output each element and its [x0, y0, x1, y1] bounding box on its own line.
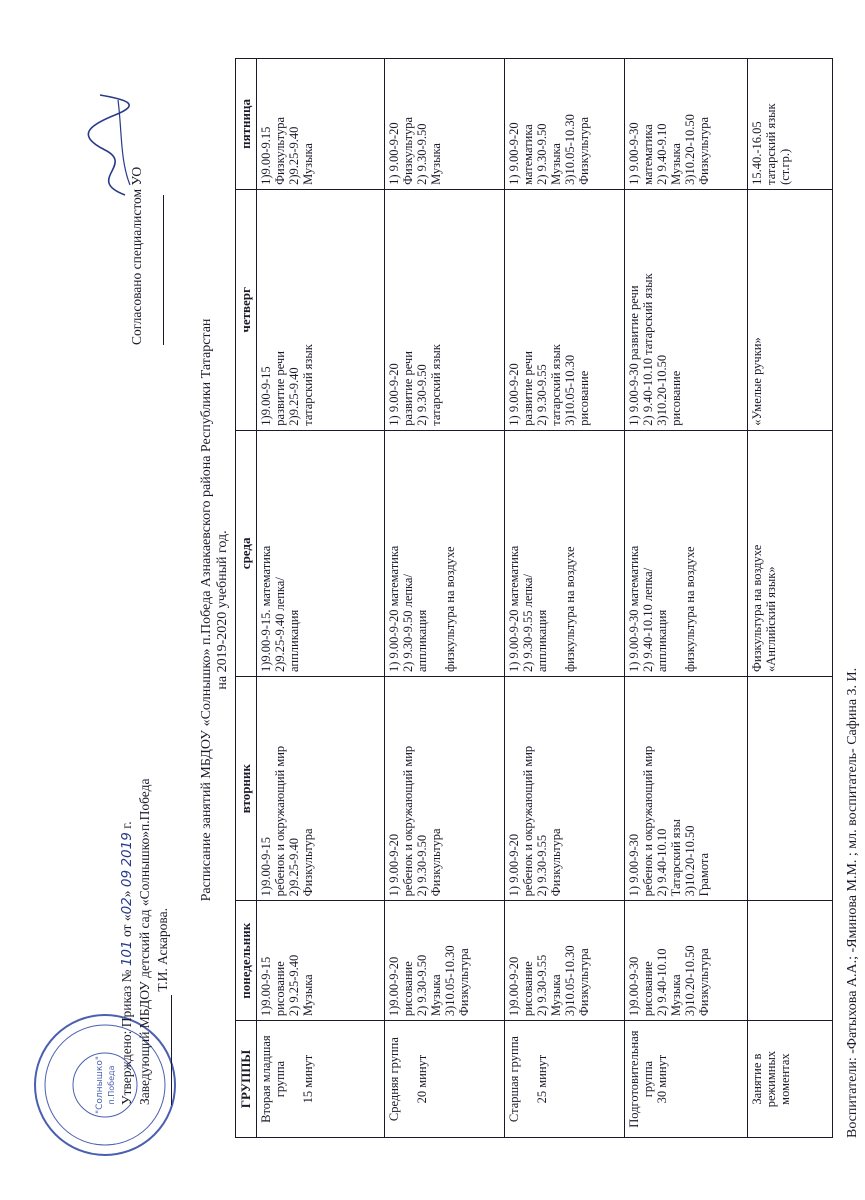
cell-line: рисование: [401, 961, 415, 1017]
cell-line: 2) 9.30-9.55: [535, 834, 549, 897]
cell-line: 2) 9.30-9.50 лепка/: [401, 574, 415, 672]
agreed-block: [128, 167, 164, 345]
cell-line: [669, 435, 683, 672]
cell-line: 3)10.05-10.30: [443, 945, 457, 1017]
cell-line: 1) 9.00-9-20: [387, 122, 401, 185]
cell-line: ребенок и окружающий мир: [641, 745, 655, 897]
cell-line: Занятие в: [750, 1053, 764, 1105]
order-year: 2019: [119, 832, 135, 867]
group-cell: [625, 1021, 748, 1138]
cell-line: [521, 1025, 535, 1133]
cell-line: 2) 9.30-9.55 лепка/: [521, 574, 535, 672]
cell-line: 2)9.25-9.40 лепка/: [273, 577, 287, 672]
cell-line: 2) 9.30-9.50: [415, 123, 429, 185]
approval-block: [118, 779, 172, 1105]
schedule-cell-fri: [505, 59, 625, 190]
cell-line: Музыка: [549, 143, 563, 185]
schedule-cell-thu: [625, 189, 748, 430]
cell-line: 2) 9.30-9.55: [535, 364, 549, 426]
cell-line: [401, 1025, 415, 1133]
group-cell: [748, 1021, 833, 1138]
cell-line: Подготовительная: [627, 1030, 641, 1128]
cell-line: 30 минут: [655, 1054, 669, 1104]
header-thursday: четверг: [236, 189, 257, 430]
cell-line: Физкультура: [577, 948, 591, 1017]
svg-text:"Солнышко": "Солнышко": [95, 1056, 105, 1114]
cell-line: 2) 9.30-9.50: [535, 123, 549, 185]
cell-line: Физкультура на воздухе: [750, 544, 764, 672]
approval-line-head: Заведующий МБДОУ детский сад «Солнышко»п.Победа: [137, 778, 152, 1105]
cell-line: 2) 9.40-10.10: [655, 948, 669, 1017]
cell-line: «Английский язык»: [764, 566, 778, 672]
svg-text:п.Победа: п.Победа: [107, 1065, 116, 1105]
table-row: [625, 59, 748, 1138]
table-header-row: [236, 59, 257, 1138]
cell-line: Музыка: [549, 974, 563, 1017]
title-line-1: Расписание занятий МБДОУ «Солнышко» п.Победа Азнакаевского района Республики Татарстан: [199, 318, 214, 902]
order-month: 09: [119, 869, 135, 888]
cell-line: 3)10.05-10.30: [563, 114, 577, 185]
cell-line: 2) 9.40-9.10: [655, 123, 669, 185]
cell-line: 3)10.20-10.50: [683, 825, 697, 897]
footer-teachers: Воспитатели: -Фатыхова А.А.; -Яминова М.М. ; мл. воспитатель- Сафина З. И.: [845, 667, 860, 1138]
cell-line: 1) 9.00-9-20: [507, 833, 521, 897]
cell-line: 2)9.25-9.40: [287, 126, 301, 185]
cell-line: 2) 9.25-9.40: [287, 954, 301, 1017]
schedule-cell-thu: [385, 189, 505, 430]
cell-line: аппликация: [655, 609, 669, 672]
cell-line: 25 минут: [535, 1054, 549, 1104]
schedule-cell-tue: [505, 677, 625, 901]
cell-line: татарский язык: [301, 344, 315, 426]
cell-line: 1) 9.00-9-20: [387, 363, 401, 426]
schedule-cell-tue: [625, 677, 748, 901]
cell-line: Музыка: [301, 974, 315, 1017]
cell-line: «Умелые ручки»: [750, 337, 764, 426]
cell-line: 15.40.-16.05: [750, 121, 764, 185]
cell-line: физкультура на воздухе: [563, 546, 577, 672]
cell-line: Физкультура: [697, 116, 711, 185]
cell-line: математика: [641, 124, 655, 185]
cell-line: 3)10.20-10.50: [683, 114, 697, 185]
cell-line: 2) 9.30-9.50: [415, 834, 429, 897]
table-row: [748, 59, 833, 1138]
cell-line: режимных: [764, 1050, 778, 1108]
cell-line: Музыка: [669, 974, 683, 1017]
cell-line: Физкультура: [549, 828, 563, 897]
cell-line: 1) 9.00-9-20: [387, 833, 401, 897]
approval-line-order: Утверждено: Приказ № 101 от «02» 09 2019 г.: [119, 821, 135, 1105]
schedule-cell-mon: [505, 901, 625, 1021]
cell-line: рисование: [669, 370, 683, 426]
cell-line: 1) 9.00-9-20: [507, 363, 521, 426]
cell-line: 15 минут: [301, 1054, 315, 1104]
cell-line: развитие речи: [521, 351, 535, 426]
cell-line: рисование: [273, 961, 287, 1017]
cell-line: Физкультура: [429, 828, 443, 897]
cell-line: Грамота: [697, 852, 711, 897]
cell-line: Физкультура: [401, 116, 415, 185]
cell-line: 2) 9.40-10.10 лепка/: [641, 567, 655, 672]
cell-line: группа: [641, 1060, 655, 1098]
schedule-cell-tue: [748, 677, 833, 901]
schedule-cell-fri: [385, 59, 505, 190]
cell-line: Музыка: [669, 143, 683, 185]
cell-line: 1)9.00-9-15: [259, 956, 273, 1017]
schedule-cell-mon: [385, 901, 505, 1021]
cell-line: 2)9.25-9.40: [287, 367, 301, 426]
header-monday: понедельник: [236, 901, 257, 1021]
agreed-label: Согласовано специалистом УО: [129, 166, 144, 345]
schedule-cell-fri: [257, 59, 385, 190]
header-friday: пятница: [236, 59, 257, 190]
cell-line: 1)9.00-9-15: [259, 366, 273, 426]
cell-line: 1)9.00-9.15: [259, 126, 273, 185]
schedule-cell-fri: [625, 59, 748, 190]
cell-line: моментах: [778, 1053, 792, 1105]
schedule-cell-wed: [748, 430, 833, 676]
cell-line: физкультура на воздухе: [683, 546, 697, 672]
group-cell: [505, 1021, 625, 1138]
table-row: [257, 59, 385, 1138]
cell-line: 20 минут: [415, 1054, 429, 1104]
cell-line: 1) 9.00-9-30: [627, 833, 641, 897]
cell-line: ребенок и окружающий мир: [521, 745, 535, 897]
schedule-cell-wed: [505, 430, 625, 676]
cell-line: 2) 9.40-10.10 татарский язык: [641, 273, 655, 426]
cell-line: 2) 9.40-10.10: [655, 828, 669, 897]
group-cell: [257, 1021, 385, 1138]
cell-line: 1) 9.00-9-30 развитие речи: [627, 285, 641, 426]
cell-line: ребенок и окружающий мир: [401, 745, 415, 897]
cell-line: ребенок и окружающий мир: [273, 745, 287, 897]
order-number: 101: [119, 940, 135, 967]
cell-line: 1) 9.00-9-30: [627, 122, 641, 185]
cell-line: 1) 9.00-9-20 математика: [507, 545, 521, 672]
cell-line: 1)9.00-9-30: [627, 956, 641, 1017]
cell-line: 3)10.05-10.30: [563, 945, 577, 1017]
schedule-table: [235, 58, 833, 1138]
cell-line: 1)9.00-9-20: [507, 956, 521, 1017]
group-cell: [385, 1021, 505, 1138]
cell-line: 1) 9.00-9-30 математика: [627, 545, 641, 672]
cell-line: развитие речи: [401, 351, 415, 426]
cell-line: Физкультура: [577, 116, 591, 185]
cell-line: Физкультура: [301, 828, 315, 897]
cell-line: 1) 9.00-9-20 математика: [387, 545, 401, 672]
cell-line: аппликация: [415, 609, 429, 672]
approval-line-name: Т.И. Аскарова.: [154, 779, 172, 1105]
header-wednesday: среда: [236, 430, 257, 676]
cell-line: Физкультура: [697, 948, 711, 1017]
cell-line: 2) 9.30-9.50: [415, 954, 429, 1017]
cell-line: татарский язык: [429, 344, 443, 426]
cell-line: Татарский язы: [669, 819, 683, 897]
cell-line: 3)10.05-10.30: [563, 354, 577, 426]
cell-line: [549, 435, 563, 672]
cell-line: (ст.гр.): [778, 148, 792, 185]
cell-line: татарский язык: [764, 103, 778, 185]
schedule-cell-wed: [625, 430, 748, 676]
cell-line: математика: [521, 124, 535, 185]
table-row: [505, 59, 625, 1138]
cell-line: Вторая младшая: [259, 1035, 273, 1123]
schedule-cell-mon: [257, 901, 385, 1021]
cell-line: 1)9.00-9-15. математика: [259, 545, 273, 672]
cell-line: Средняя группа: [387, 1037, 401, 1122]
cell-line: аппликация: [287, 609, 301, 672]
cell-line: Музыка: [429, 143, 443, 185]
cell-line: развитие речи: [273, 351, 287, 426]
order-day: 02: [119, 897, 135, 915]
cell-line: рисование: [521, 961, 535, 1017]
cell-line: Физкультура: [273, 116, 287, 185]
cell-line: 2)9.25-9.40: [287, 837, 301, 897]
cell-line: Музыка: [429, 974, 443, 1017]
header-tuesday: вторник: [236, 677, 257, 901]
table-body: [257, 59, 833, 1138]
agreed-signature-line: [149, 195, 164, 345]
cell-line: аппликация: [535, 609, 549, 672]
cell-line: татарский язык: [549, 344, 563, 426]
cell-line: Музыка: [301, 143, 315, 185]
cell-line: 2) 9.30-9.50: [415, 364, 429, 426]
cell-line: физкультура на воздухе: [443, 546, 457, 672]
schedule-cell-tue: [385, 677, 505, 901]
schedule-cell-fri: [748, 59, 833, 190]
cell-line: Физкультура: [457, 948, 471, 1017]
schedule-cell-wed: [257, 430, 385, 676]
cell-line: 1)9.00-9-15: [259, 836, 273, 897]
header-groups: ГРУППЫ: [236, 1021, 257, 1138]
cell-line: [429, 435, 443, 672]
cell-line: 3)10.20-10.50: [655, 354, 669, 426]
schedule-cell-mon: [748, 901, 833, 1021]
schedule-cell-thu: [748, 189, 833, 430]
cell-line: группа: [273, 1060, 287, 1098]
cell-line: Старшая группа: [507, 1036, 521, 1123]
document-title: [199, 230, 231, 990]
table-row: [385, 59, 505, 1138]
schedule-cell-thu: [257, 189, 385, 430]
cell-line: 1) 9.00-9-20: [507, 122, 521, 185]
schedule-cell-tue: [257, 677, 385, 901]
cell-line: 2) 9.30-9.55: [535, 954, 549, 1017]
cell-line: [287, 1025, 301, 1133]
schedule-cell-mon: [625, 901, 748, 1021]
cell-line: 1)9.00-9-20: [387, 956, 401, 1017]
cell-line: 3)10.20-10.50: [683, 945, 697, 1017]
cell-line: рисование: [641, 961, 655, 1017]
cell-line: рисование: [577, 370, 591, 426]
schedule-cell-wed: [385, 430, 505, 676]
schedule-cell-thu: [505, 189, 625, 430]
title-line-2: на 2019-2020 учебный год.: [215, 530, 230, 690]
